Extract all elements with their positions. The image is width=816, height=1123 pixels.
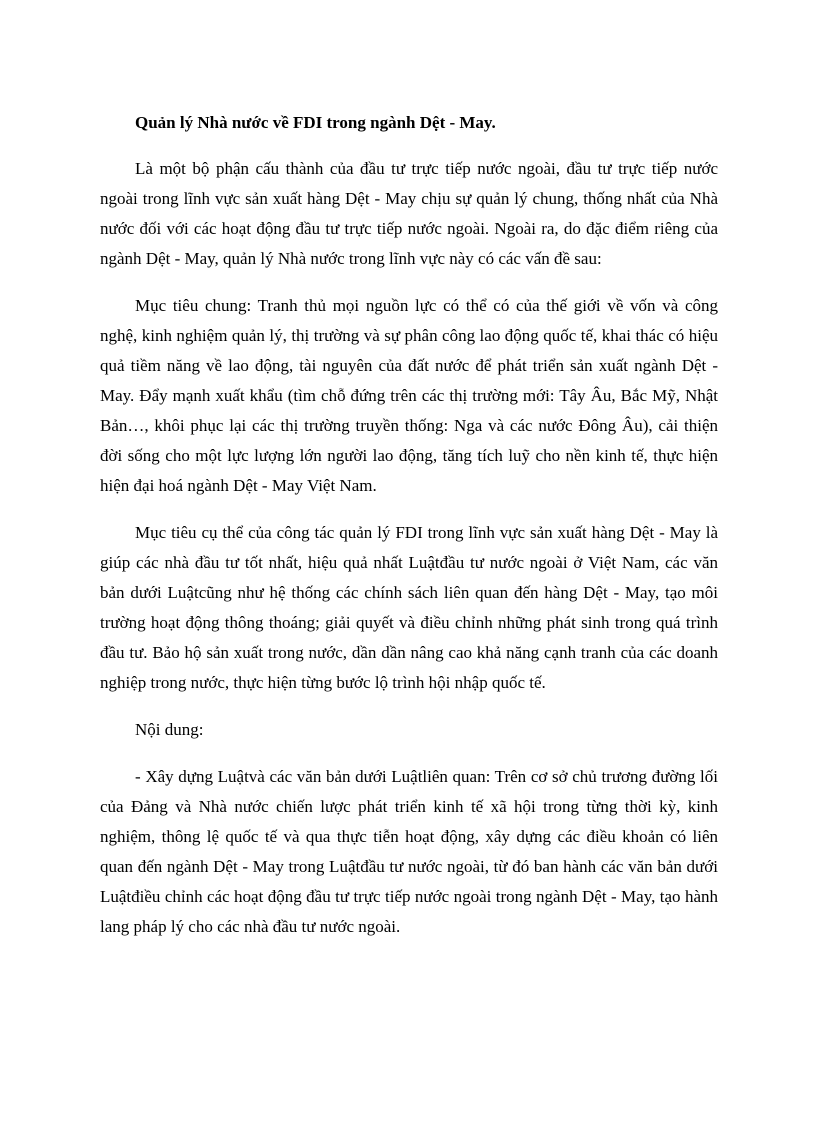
paragraph-law-building: - Xây dựng Luậtvà các văn bản dưới Luậtliên quan: Trên cơ sở chủ trương đường lối của Đảng và Nhà nước chiến lược phát triển kinh tế xã hội trong từng thời kỳ, kinh nghiệm, thông lệ quốc tế và qua thực tiễn hoạt động, xây dựng các điều khoản có liên quan đến ngành Dệt - May trong Luậtđầu tư nước ngoài, từ đó ban hành các văn bản dưới Luậtđiều chỉnh các hoạt động đầu tư trực tiếp nước ngoài trong ngành Dệt - May, tạo hành lang pháp lý cho các nhà đầu tư nước ngoài.: [100, 767, 718, 936]
paragraph-specific-goal: Mục tiêu cụ thể của công tác quản lý FDI trong lĩnh vực sản xuất hàng Dệt - May là giúp các nhà đầu tư tốt nhất, hiệu quả nhất Luậtđầu tư nước ngoài ở Việt Nam, các văn bản dưới Luậtcũng như hệ thống các chính sách liên quan đến hàng Dệt - May, tạo môi trường hoạt động thông thoáng; giải quyết và điều chỉnh những phát sinh trong quá trình đầu tư. Bảo hộ sản xuất trong nước, dần dần nâng cao khả năng cạnh tranh của các doanh nghiệp trong nước, thực hiện từng bước lộ trình hội nhập quốc tế.: [100, 523, 718, 692]
paragraph-intro: Là một bộ phận cấu thành của đầu tư trực tiếp nước ngoài, đầu tư trực tiếp nước ngoài trong lĩnh vực sản xuất hàng Dệt - May chịu sự quản lý chung, thống nhất của Nhà nước đối với các hoạt động đầu tư trực tiếp nước ngoài. Ngoài ra, do đặc điểm riêng của ngành Dệt - May, quản lý Nhà nước trong lĩnh vực này có các vấn đề sau:: [100, 159, 718, 268]
document-title: Quản lý Nhà nước về FDI trong ngành Dệt - May.: [135, 113, 496, 132]
paragraph-general-goal: Mục tiêu chung: Tranh thủ mọi nguồn lực có thể có của thế giới về vốn và công nghệ, kinh nghiệm quản lý, thị trường và sự phân công lao động quốc tế, khai thác có hiệu quả tiềm năng về lao động, tài nguyên của đất nước để phát triển sản xuất ngành Dệt - May. Đẩy mạnh xuất khẩu (tìm chỗ đứng trên các thị trường mới: Tây Âu, Bắc Mỹ, Nhật Bản…, khôi phục lại các thị trường truyền thống: Nga và các nước Đông Âu), cải thiện đời sống cho một lực lượng lớn người lao động, tăng tích luỹ cho nền kinh tế, thực hiện hiện đại hoá ngành Dệt - May Việt Nam.: [100, 296, 718, 495]
paragraph-content-heading: Nội dung:: [135, 720, 204, 739]
document-page: [100, 108, 718, 959]
